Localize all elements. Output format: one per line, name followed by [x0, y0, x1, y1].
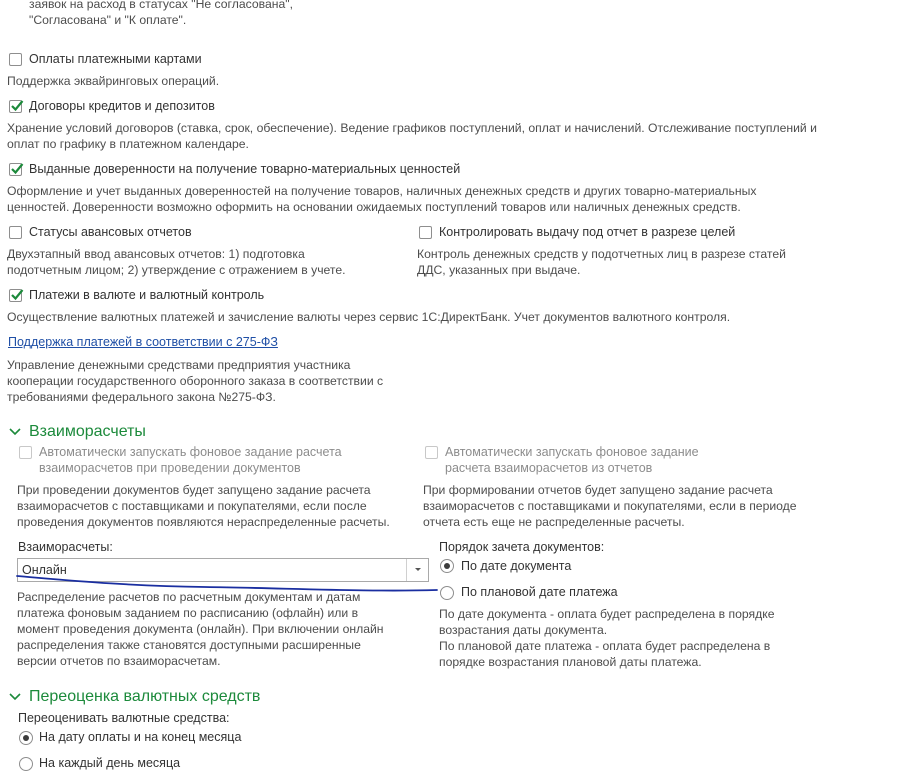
settlements-mode-note-line2: платежа фоновым заданием по расписанию (офлайн) или в	[17, 606, 359, 620]
auto-reports-label-line2: расчета взаиморасчетов из отчетов	[445, 461, 653, 475]
offset-order-note-line4: порядке возрастания плановой даты платежа.	[439, 655, 702, 669]
fz275-note-line1: Управление денежными средствами предприятия участника	[7, 358, 351, 372]
top-note-line2: "Согласована" и "К оплате".	[29, 13, 187, 27]
control-by-purpose-note-line1: Контроль денежных средств у подотчетных лиц в разрезе статей	[417, 247, 786, 261]
settlements-mode-note-line4: распределения также становятся доступными расширенные	[17, 638, 361, 652]
fz275-note-line2: кооперации государственного оборонного заказа в соответствии с	[7, 374, 384, 388]
settlements-mode-note-line5: версии отчетов по взаиморасчетам.	[17, 654, 221, 668]
settlements-mode-note-line3: момент проведения документа (онлайн). При включении онлайн	[17, 622, 384, 636]
control-by-purpose-note	[417, 246, 786, 278]
offset-order-note-line1: По дате документа - оплата будет распределена в порядке	[439, 607, 775, 621]
auto-docs-checkbox[interactable]	[19, 446, 32, 459]
radio-selected-dot	[23, 735, 29, 741]
settlements-mode-label: Взаиморасчеты:	[18, 540, 113, 554]
poa-note	[7, 183, 756, 215]
settlements-mode-note	[17, 589, 384, 669]
top-note	[29, 0, 293, 28]
auto-docs-label-line1: Автоматически запускать фоновое задание расчета	[39, 445, 342, 459]
auto-reports-label-line1: Автоматически запускать фоновое задание	[445, 445, 699, 459]
revaluation-option-payment-month-end[interactable]: На дату оплаты и на конец месяца	[39, 730, 242, 744]
loans-note-line2: оплат по графику в платежном календаре.	[7, 137, 249, 151]
card-payments-label[interactable]: Оплаты платежными картами	[29, 52, 202, 66]
revaluation-radio-payment-month-end[interactable]	[19, 731, 33, 745]
fz275-link[interactable]: Поддержка платежей в соответствии с 275-ФЗ	[8, 335, 278, 349]
dropdown-arrow-icon	[415, 568, 421, 571]
auto-docs-label[interactable]	[39, 444, 342, 476]
auto-reports-checkbox[interactable]	[425, 446, 438, 459]
auto-docs-note-line3: проведения документов появляются нераспределенные расчеты.	[17, 515, 390, 529]
revaluation-option-every-day[interactable]: На каждый день месяца	[39, 756, 181, 770]
auto-docs-note	[17, 482, 390, 530]
checkmark-icon	[9, 98, 25, 114]
poa-label[interactable]: Выданные доверенности на получение товарно-материальных ценностей	[29, 162, 461, 176]
control-by-purpose-checkbox[interactable]	[419, 226, 432, 239]
revaluation-radio-every-day[interactable]	[19, 757, 33, 771]
advance-statuses-label[interactable]: Статусы авансовых отчетов	[29, 225, 192, 239]
advance-statuses-note-line1: Двухэтапный ввод авансовых отчетов: 1) подготовка	[7, 247, 305, 261]
advance-statuses-note-line2: подотчетным лицом; 2) утверждение с отражением в учете.	[7, 263, 346, 277]
poa-checkbox[interactable]	[9, 163, 22, 176]
card-payments-note: Поддержка эквайринговых операций.	[7, 74, 220, 88]
advance-statuses-checkbox[interactable]	[9, 226, 22, 239]
card-payments-checkbox[interactable]	[9, 53, 22, 66]
loans-note-line1: Хранение условий договоров (ставка, срок, обеспечение). Ведение графиков поступлений, оплат и начислений. Отслеживание поступлений и	[7, 121, 817, 135]
chevron-down-icon[interactable]	[9, 693, 21, 701]
auto-docs-label-line2: взаиморасчетов при проведении документов	[39, 461, 301, 475]
offset-order-option-doc-date[interactable]: По дате документа	[461, 559, 572, 573]
auto-docs-note-line2: взаиморасчетов с поставщиками и покупателями, если после	[17, 499, 367, 513]
offset-order-radio-planned-date[interactable]	[440, 586, 454, 600]
auto-reports-note-line2: взаиморасчетов с поставщиками и покупателями, если в периоде	[423, 499, 797, 513]
offset-order-note	[439, 606, 775, 670]
offset-order-note-line2: возрастания даты документа.	[439, 623, 608, 637]
auto-reports-note-line1: При формировании отчетов будет запущено задание расчета	[423, 483, 773, 497]
fz275-note	[7, 357, 383, 405]
loans-label[interactable]: Договоры кредитов и депозитов	[29, 99, 215, 113]
auto-docs-note-line1: При проведении документов будет запущено задание расчета	[17, 483, 371, 497]
loans-checkbox[interactable]	[9, 100, 22, 113]
top-note-line1: заявок на расход в статусах "Не согласована",	[29, 0, 293, 11]
checkmark-icon	[9, 287, 25, 303]
poa-note-line1: Оформление и учет выданных доверенностей на получение товаров, наличных денежных средств и других товарно-материальных	[7, 184, 757, 198]
currency-label[interactable]: Платежи в валюте и валютный контроль	[29, 288, 265, 302]
auto-reports-note-line3: отчета есть еще не распределенные расчеты.	[423, 515, 685, 529]
currency-note: Осуществление валютных платежей и зачисление валюты через сервис 1С:ДиректБанк. Учет документов валютного контроля.	[7, 310, 731, 324]
auto-reports-label[interactable]	[445, 444, 699, 476]
revaluation-section-title[interactable]: Переоценка валютных средств	[29, 688, 261, 705]
auto-reports-note	[423, 482, 797, 530]
settlements-section-title[interactable]: Взаиморасчеты	[29, 423, 146, 440]
control-by-purpose-note-line2: ДДС, указанных при выдаче.	[417, 263, 581, 277]
chevron-down-icon[interactable]	[9, 428, 21, 436]
loans-note	[7, 120, 817, 152]
offset-order-label: Порядок зачета документов:	[439, 540, 605, 554]
advance-statuses-note	[7, 246, 346, 278]
settlements-mode-value: Онлайн	[22, 563, 67, 577]
offset-order-option-planned-date[interactable]: По плановой дате платежа	[461, 585, 618, 599]
poa-note-line2: ценностей. Доверенности возможно оформить на основании ожидаемых поступлений товаров или наличных денежных средств.	[7, 200, 741, 214]
settlements-mode-note-line1: Распределение расчетов по расчетным документам и датам	[17, 590, 361, 604]
control-by-purpose-label[interactable]: Контролировать выдачу под отчет в разрезе целей	[439, 225, 736, 239]
offset-order-radio-doc-date[interactable]	[440, 559, 454, 573]
radio-selected-dot	[444, 563, 450, 569]
revaluation-label: Переоценивать валютные средства:	[18, 711, 230, 725]
checkmark-icon	[9, 161, 25, 177]
offset-order-note-line3: По плановой дате платежа - оплата будет распределена в	[439, 639, 771, 653]
currency-checkbox[interactable]	[9, 289, 22, 302]
fz275-note-line3: требованиями федерального закона №275-ФЗ.	[7, 390, 276, 404]
